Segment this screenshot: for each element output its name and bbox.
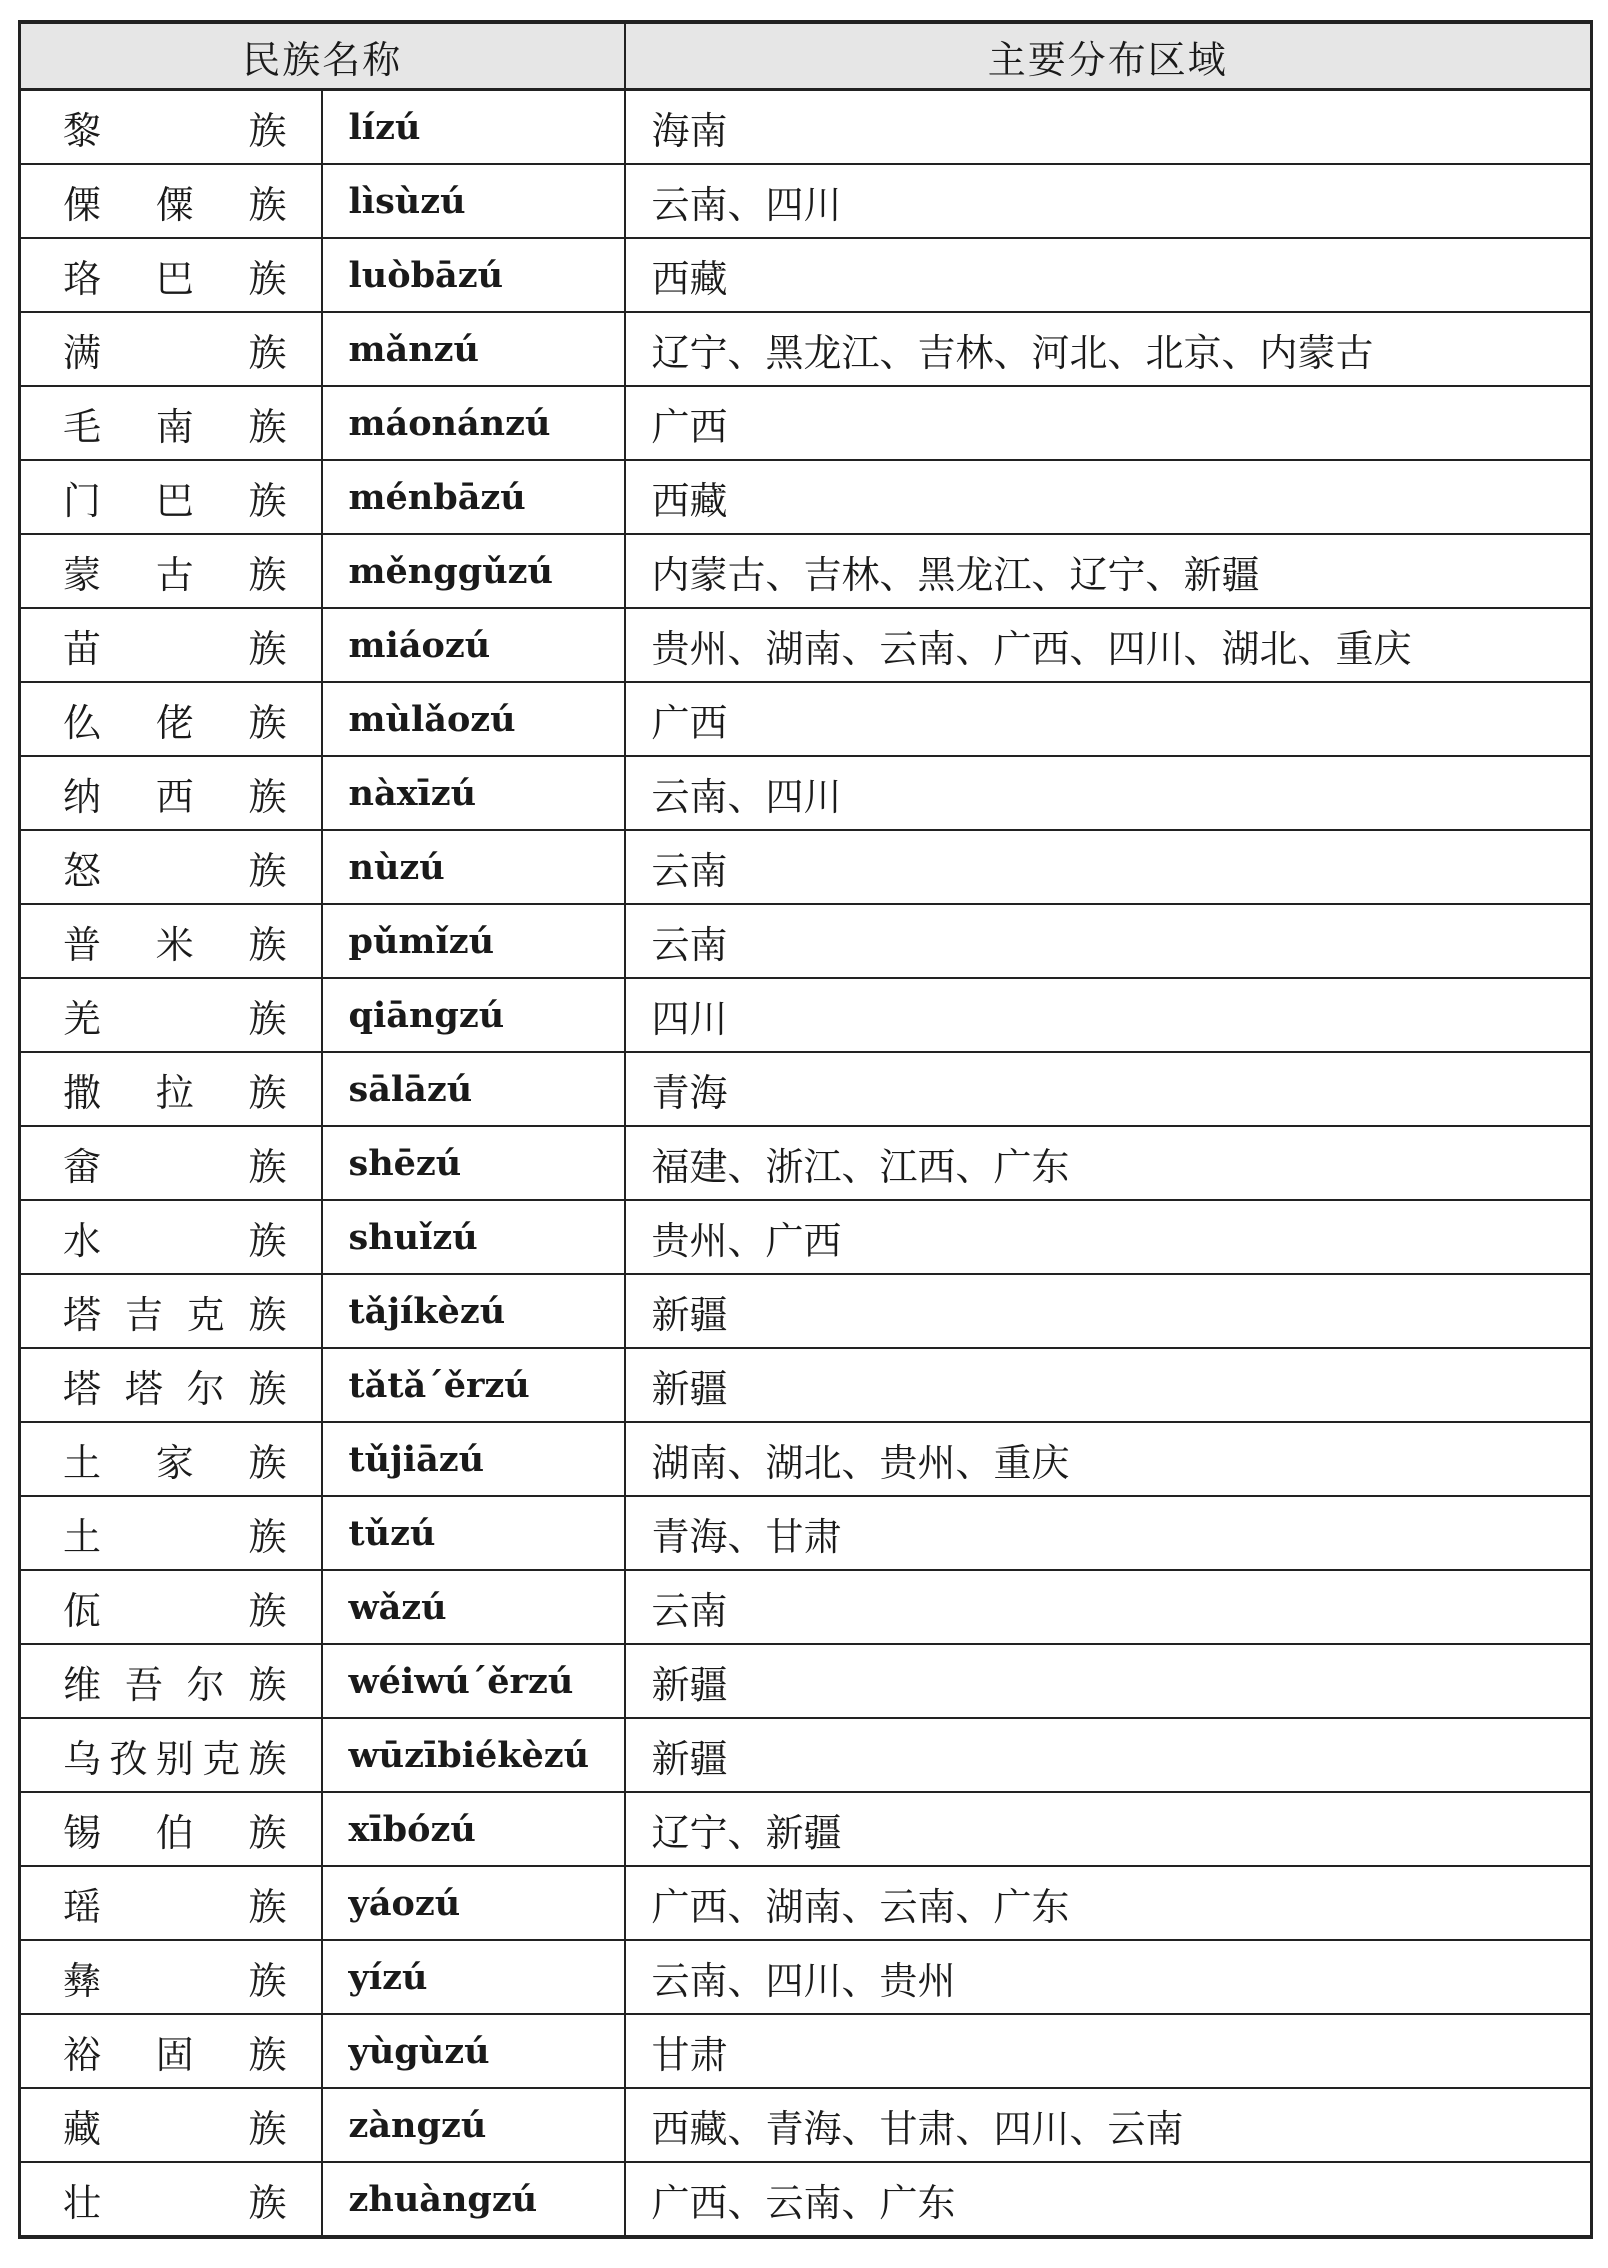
ethnic-pinyin: lízú — [322, 90, 625, 165]
ethnic-pinyin: shēzú — [322, 1126, 625, 1200]
ethnic-pinyin: sālāzú — [322, 1052, 625, 1126]
ethnic-name: 乌 孜 别 克 族 — [63, 1736, 287, 1781]
ethnic-name: 彝 族 — [63, 1958, 287, 2003]
table-row — [20, 830, 1592, 904]
ethnic-name: 满 族 — [63, 330, 287, 375]
ethnic-name-cell — [20, 1570, 322, 1644]
main-region: 云南、四川 — [625, 756, 1592, 830]
ethnic-name-cell — [20, 2014, 322, 2088]
main-region: 海南 — [651, 108, 728, 153]
table-header — [20, 22, 1592, 90]
table-row — [20, 1644, 1592, 1718]
main-region: 湖南、湖北、贵州、重庆 — [625, 1422, 1592, 1496]
table-row — [20, 2088, 1592, 2162]
main-region: 广西、云南、广东 — [625, 2162, 1592, 2237]
main-region: 贵州、广西 — [625, 1200, 1592, 1274]
table-row — [20, 238, 1592, 312]
ethnic-name-cell — [20, 1348, 322, 1422]
main-region: 广西、湖南、云南、广东 — [625, 1866, 1592, 1940]
header-ethnic-name: 民族名称 — [20, 22, 625, 90]
ethnic-name-cell — [20, 2088, 322, 2162]
ethnic-name: 门 巴 族 — [63, 478, 287, 523]
main-region: 福建、浙江、江西、广东 — [625, 1126, 1592, 1200]
ethnic-pinyin: nàxīzú — [322, 756, 625, 830]
ethnic-name: 蒙 古 族 — [63, 552, 287, 597]
main-region: 新疆 — [625, 1348, 1592, 1422]
ethnic-pinyin: tǎtǎ´ěrzú — [322, 1348, 625, 1422]
ethnic-name: 土 族 — [63, 1514, 287, 1559]
ethnic-name: 畲 族 — [63, 1144, 287, 1189]
ethnic-pinyin: nùzú — [322, 830, 625, 904]
ethnic-name: 塔 吉 克 族 — [63, 1292, 287, 1337]
ethnic-name: 撒 拉 族 — [63, 1070, 287, 1115]
ethnic-pinyin: yízú — [322, 1940, 625, 2014]
ethnic-name-cell — [20, 2162, 322, 2237]
table-row — [20, 460, 1592, 534]
table-row — [20, 1792, 1592, 1866]
table-row — [20, 1200, 1592, 1274]
ethnic-name: 苗 族 — [63, 626, 287, 671]
ethnic-pinyin: měnggǔzú — [322, 534, 625, 608]
ethnic-name-cell — [20, 682, 322, 756]
main-region: 贵州、湖南、云南、广西、四川、湖北、重庆 — [625, 608, 1592, 682]
main-region: 广西 — [625, 386, 1592, 460]
ethnic-pinyin: yáozú — [322, 1866, 625, 1940]
ethnic-name-cell — [20, 164, 322, 238]
table-row — [20, 1866, 1592, 1940]
main-region: 辽宁、新疆 — [625, 1792, 1592, 1866]
table-row — [20, 1940, 1592, 2014]
main-region: 青海、甘肃 — [625, 1496, 1592, 1570]
ethnic-pinyin: miáozú — [322, 608, 625, 682]
ethnic-name: 塔 塔 尔 族 — [63, 1366, 287, 1411]
main-region: 新疆 — [625, 1274, 1592, 1348]
ethnic-name-cell — [20, 534, 322, 608]
ethnic-name-cell — [20, 1718, 322, 1792]
ethnic-pinyin: yùgùzú — [322, 2014, 625, 2088]
ethnic-name: 怒 族 — [63, 848, 287, 893]
ethnic-name-cell — [20, 1126, 322, 1200]
table-body — [20, 90, 1592, 2238]
table-row — [20, 386, 1592, 460]
ethnic-name: 仫 佬 族 — [63, 700, 287, 745]
main-region: 甘肃 — [625, 2014, 1592, 2088]
ethnic-name: 羌 族 — [63, 996, 287, 1041]
table-row — [20, 978, 1592, 1052]
ethnic-name-cell — [20, 978, 322, 1052]
ethnic-name: 裕 固 族 — [63, 2032, 287, 2077]
ethnic-name-cell — [20, 1200, 322, 1274]
ethnic-name: 佤 族 — [63, 1588, 287, 1633]
ethnic-pinyin: qiāngzú — [322, 978, 625, 1052]
ethnic-name: 土 家 族 — [63, 1440, 287, 1485]
ethnic-name-cell — [20, 460, 322, 534]
ethnic-name-cell — [20, 1866, 322, 1940]
table-row — [20, 1348, 1592, 1422]
ethnic-name-cell — [20, 386, 322, 460]
ethnic-name-cell — [20, 1940, 322, 2014]
ethnic-name: 黎 族 — [63, 108, 287, 153]
header-main-region: 主要分布区域 — [625, 22, 1592, 90]
table-row — [20, 2014, 1592, 2088]
table-row — [20, 1718, 1592, 1792]
ethnic-name: 珞 巴 族 — [63, 256, 287, 301]
ethnic-pinyin: xībózú — [322, 1792, 625, 1866]
ethnic-name: 瑶 族 — [63, 1884, 287, 1929]
main-region: 云南、四川 — [625, 164, 1592, 238]
ethnic-name-cell — [20, 1052, 322, 1126]
table-row — [20, 1422, 1592, 1496]
main-region: 云南 — [625, 830, 1592, 904]
table-row — [20, 90, 1592, 165]
ethnic-pinyin: luòbāzú — [322, 238, 625, 312]
ethnic-pinyin: zàngzú — [322, 2088, 625, 2162]
ethnic-name: 藏 族 — [63, 2106, 287, 2151]
ethnic-name-cell — [20, 904, 322, 978]
ethnic-pinyin: ménbāzú — [322, 460, 625, 534]
main-region: 云南 — [625, 1570, 1592, 1644]
table-row — [20, 312, 1592, 386]
ethnic-pinyin: tǎjíkèzú — [322, 1274, 625, 1348]
main-region: 青海 — [625, 1052, 1592, 1126]
ethnic-name-cell — [20, 1644, 322, 1718]
ethnic-pinyin: shuǐzú — [322, 1200, 625, 1274]
ethnic-pinyin: tǔjiāzú — [322, 1422, 625, 1496]
main-region: 新疆 — [625, 1644, 1592, 1718]
main-region: 云南、四川、贵州 — [625, 1940, 1592, 2014]
main-region: 内蒙古、吉林、黑龙江、辽宁、新疆 — [625, 534, 1592, 608]
table-row — [20, 682, 1592, 756]
table-row — [20, 608, 1592, 682]
ethnic-pinyin: wéiwú´ěrzú — [322, 1644, 625, 1718]
table-row — [20, 2162, 1592, 2237]
main-region: 辽宁、黑龙江、吉林、河北、北京、内蒙古 — [625, 312, 1592, 386]
ethnic-name: 壮 族 — [63, 2180, 287, 2225]
main-region: 西藏 — [625, 238, 1592, 312]
ethnic-pinyin: mùlǎozú — [322, 682, 625, 756]
ethnic-name: 纳 西 族 — [63, 774, 287, 819]
main-region: 四川 — [625, 978, 1592, 1052]
ethnic-pinyin: lìsùzú — [322, 164, 625, 238]
ethnic-pinyin: máonánzú — [322, 386, 625, 460]
ethnic-name: 水 族 — [63, 1218, 287, 1263]
ethnic-name-cell — [20, 312, 322, 386]
ethnic-pinyin: zhuàngzú — [322, 2162, 625, 2237]
table-row — [20, 164, 1592, 238]
ethnic-name-cell — [20, 90, 322, 165]
ethnic-pinyin: pǔmǐzú — [322, 904, 625, 978]
ethnic-pinyin: mǎnzú — [322, 312, 625, 386]
ethnic-name-cell — [20, 1274, 322, 1348]
main-region: 西藏、青海、甘肃、四川、云南 — [625, 2088, 1592, 2162]
ethnic-name-cell — [20, 238, 322, 312]
table-row — [20, 534, 1592, 608]
ethnic-name: 普 米 族 — [63, 922, 287, 967]
ethnic-name: 毛 南 族 — [63, 404, 287, 449]
main-region: 云南 — [625, 904, 1592, 978]
ethnic-name: 锡 伯 族 — [63, 1810, 287, 1855]
table-row — [20, 1570, 1592, 1644]
ethnic-pinyin: wǎzú — [322, 1570, 625, 1644]
ethnic-name-cell — [20, 608, 322, 682]
ethnic-groups-table — [18, 20, 1593, 2239]
table-row — [20, 1052, 1592, 1126]
table-row — [20, 904, 1592, 978]
ethnic-name-cell — [20, 1496, 322, 1570]
main-region: 新疆 — [625, 1718, 1592, 1792]
ethnic-name-cell — [20, 830, 322, 904]
table-row — [20, 1274, 1592, 1348]
ethnic-name-cell — [20, 1422, 322, 1496]
ethnic-pinyin: wūzībiékèzú — [322, 1718, 625, 1792]
table-row — [20, 1126, 1592, 1200]
main-region: 西藏 — [625, 460, 1592, 534]
ethnic-name-cell — [20, 756, 322, 830]
ethnic-name: 傈 僳 族 — [63, 182, 287, 227]
table-row — [20, 756, 1592, 830]
ethnic-pinyin: tǔzú — [322, 1496, 625, 1570]
table-row — [20, 1496, 1592, 1570]
header-row — [20, 22, 1592, 90]
ethnic-name: 维 吾 尔 族 — [63, 1662, 287, 1707]
main-region: 广西 — [625, 682, 1592, 756]
ethnic-name-cell — [20, 1792, 322, 1866]
